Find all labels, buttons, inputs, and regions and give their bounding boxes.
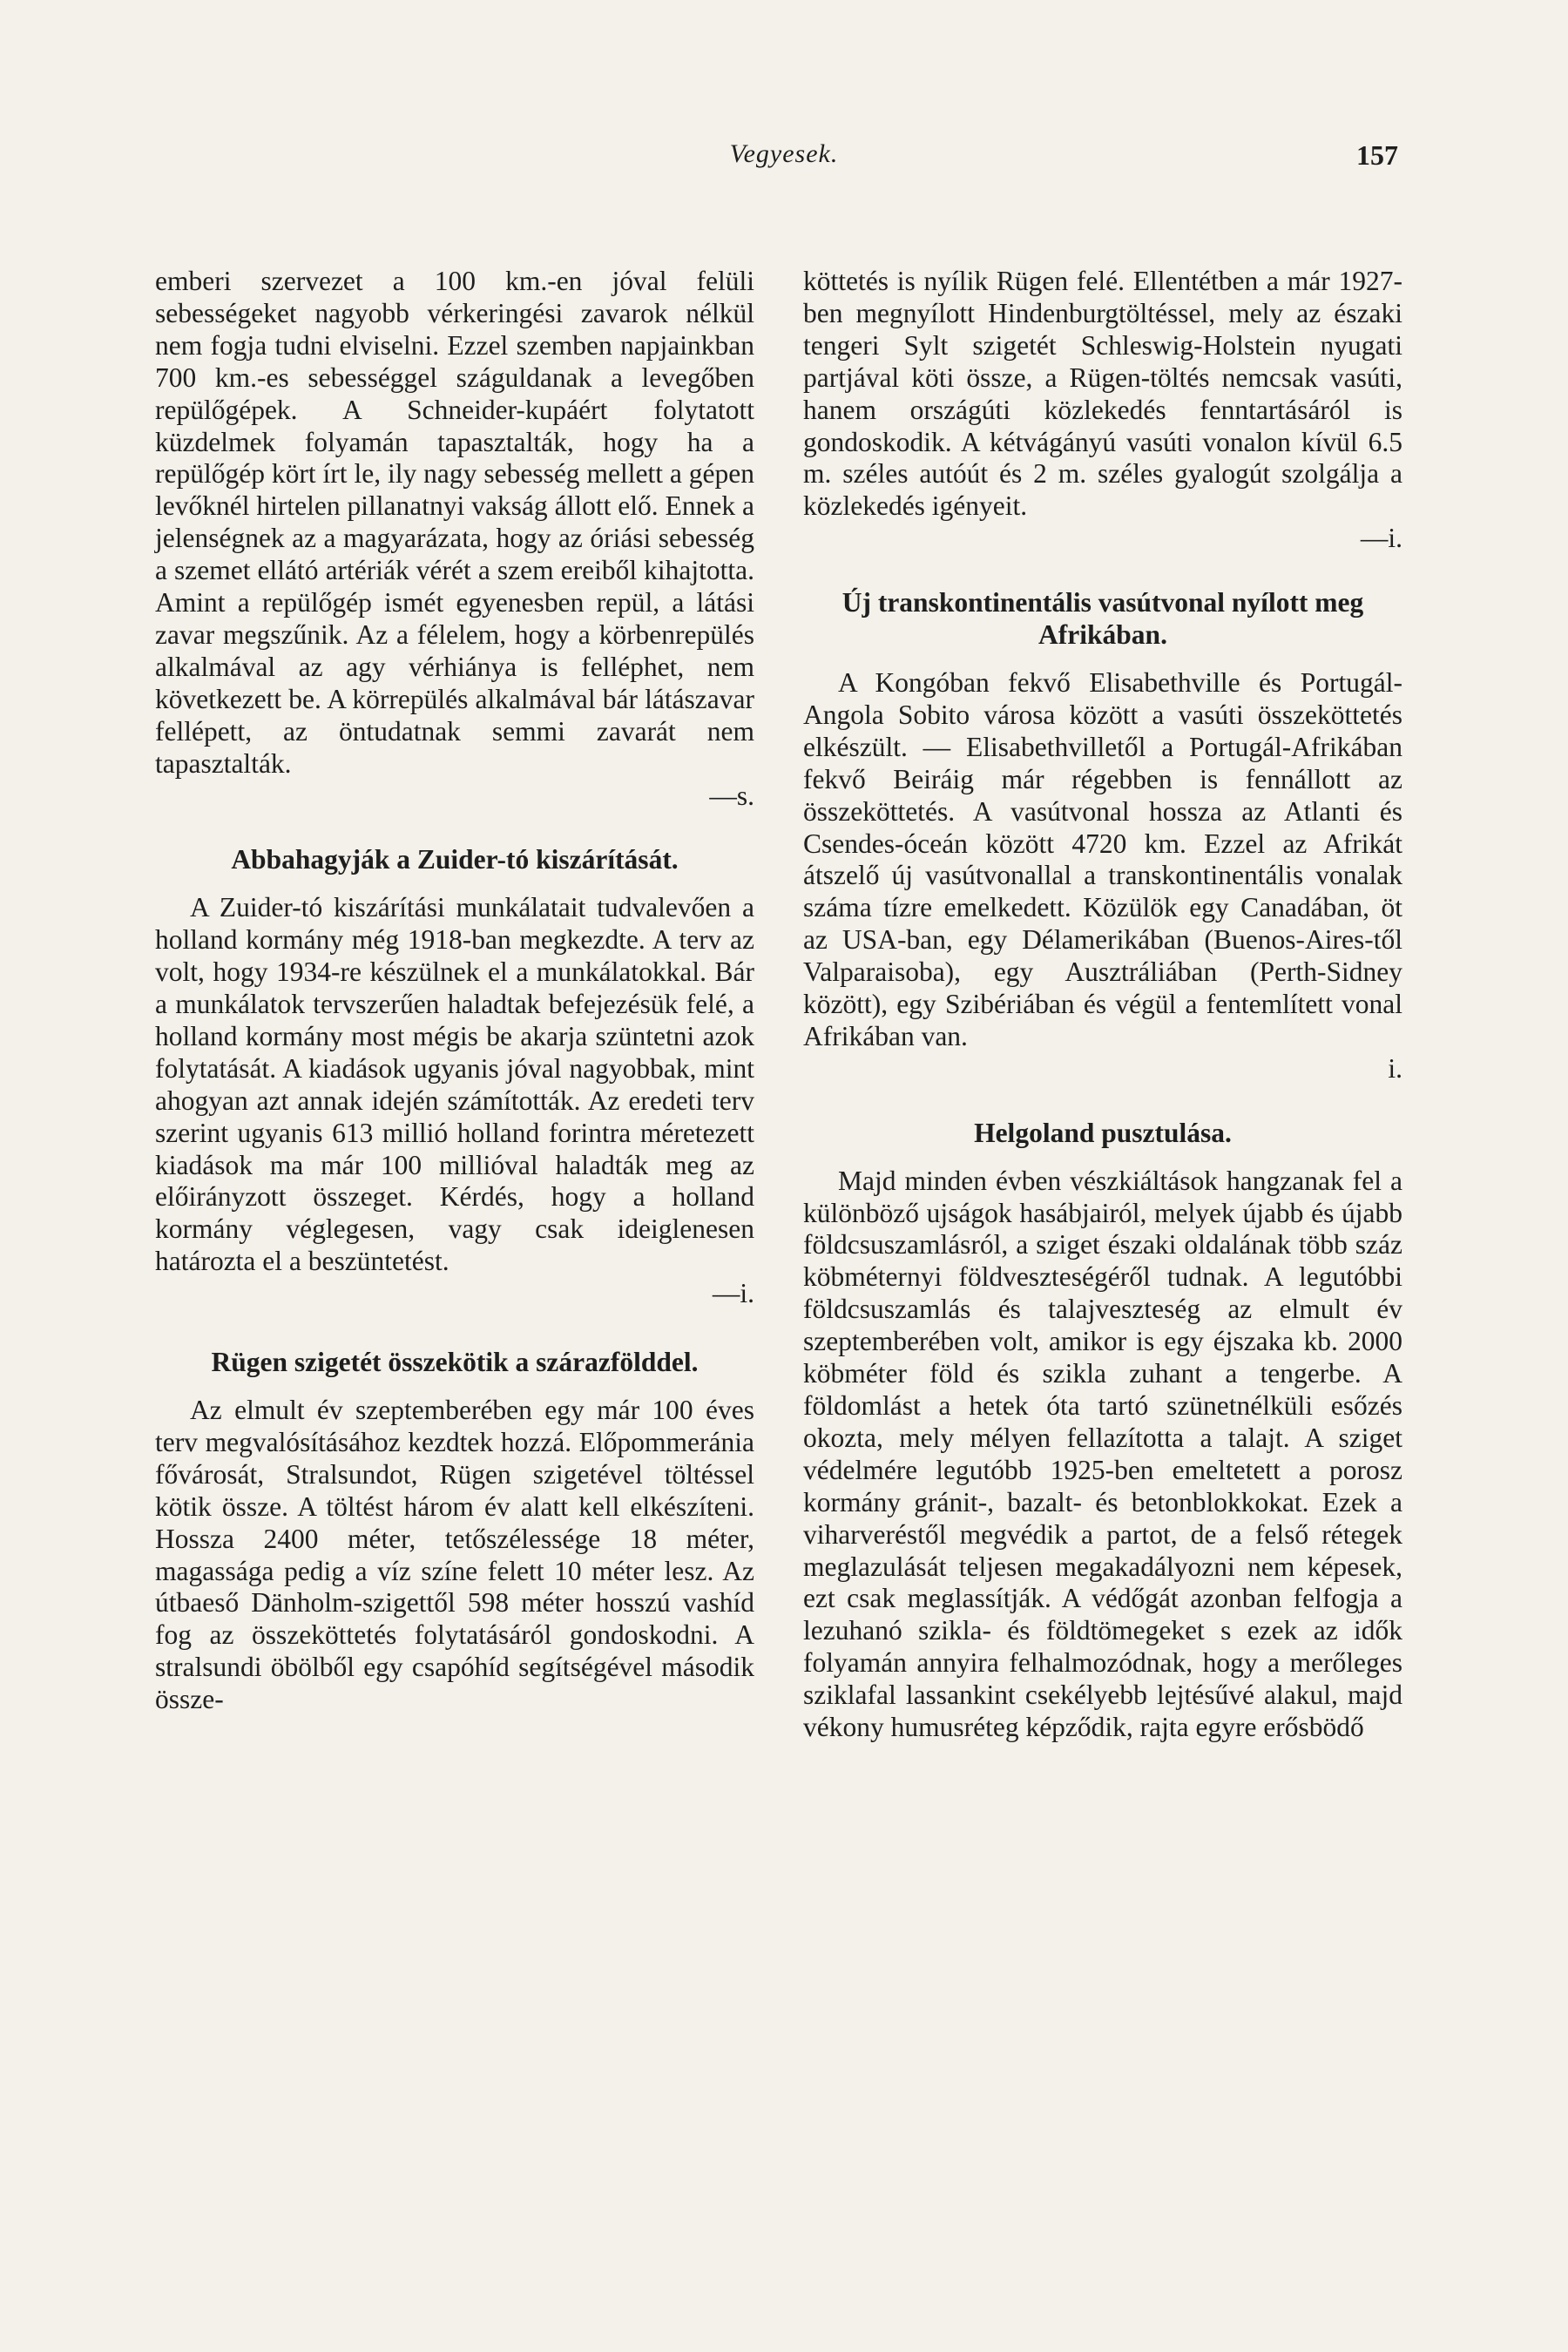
article-body-helgoland: Majd minden évben vészkiáltások hangzanak fel a különböző ujságok hasábjairól, melyek újabb és újabb földcsuszamlásról, a sziget északi oldalának több száz köbméternyi földveszteségéről tudnak. A legutóbbi földcsuszamlás és talajveszteség az elmult év szeptemberében volt, amikor is egy éjszaka kb. 2000 köbméter föld és szikla zuhant a tengerbe. A földomlást a hetek óta tartó szünetnélküli esőzés okozta, mely mélyen fellazította a talajt. A sziget védelmére legutóbb 1925-ben emeltetett a porosz kormány gránit-, bazalt- és betonblokkokat. Ezek a viharveréstől megvédik a partot, de a felső rétegek meglazulását teljesen megakadályozni nem képesek, ezt csak meglassítják. A védőgát azonban felfogja a lezuhanó szikla- és földtömegeket s ezek az idők folyamán annyira felhalmozódnak, hogy a merőleges sziklafal lassankint csekélyebb lejtésűvé alakul, majd vékony humusréteg képződik, rajta egyre erősbödő — [803, 1165, 1402, 1743]
running-head — [152, 139, 1416, 174]
article-body-zuider: A Zuider-tó kiszárítási munkálatait tudvalevően a holland kormány még 1918-ban megkezdte. A terv az volt, hogy 1934-re készülnek el a munkálatokkal. Bár a munkálatok tervszerűen haladtak befejezésük felé, a holland kormány most mégis be akarja szüntetni azok folytatását. A kiadások ugyanis jóval nagyobbak, mint ahogyan azt annak idején számították. Az eredeti terv szerint ugyanis 613 millió holland forintra méretezett kiadások ma már 100 millióval haladták meg az előirányzott összeget. Kérdés, hogy a holland kormány véglegesen, vagy csak ideiglenesen határozta el a beszüntetést. — [155, 892, 754, 1277]
intro-paragraph: emberi szervezet a 100 km.-en jóval felüli sebességeket nagyobb vérkeringési zavarok nélkül nem fogja tudni elviselni. Ezzel szemben napjainkban 700 km.-es sebességgel száguldanak a levegőben repülőgépek. A Schneider-kupáért folytatott küzdelmek folyamán tapasztalták, hogy ha a repülőgép kört írt le, ily nagy sebesség mellett a gépen levőknél hirtelen pillanatnyi vakság állott elő. Ennek a jelenségnek az a magyarázata, hogy az óriási sebesség a szemet ellátó artériák vérét a szem ereiből kihajtotta. Amint a repülőgép ismét egyenesben repül, a látási zavar megszűnik. Az a félelem, hogy a körbenrepülés alkalmával az agy vérhiánya is felléphet, nem következett be. A körrepülés alkalmával bár látászavar fellépett, az öntudatnak semmi zavarát nem tapasztalták. — [155, 266, 754, 779]
article-title-zuider: Abbahagyják a Zuider-tó kiszárítását. — [231, 844, 679, 875]
article-title-helgoland: Helgoland pusztulása. — [974, 1117, 1232, 1148]
article-signature-rugen: —i. — [1360, 523, 1402, 554]
article-body-africa: A Kongóban fekvő Elisabethville és Portugál-Angola Sobito városa között a vasúti összeköttetés elkészült. — Elisabethvilletől a Portugál-Afrikában fekvő Beiráig már régebben is fennállott az összeköttetés. A vasútvonal hossza az Atlanti és Csendes-óceán között 4720 km. Ezzel az Afrikát átszelő új vasútvonallal a transkontinentális vonalak száma tízre emelkedett. Közülök egy Canadában, öt az USA-ban, egy Délamerikában (Buenos-Aires-től Valparaisoba), egy Ausztráliában (Perth-Sidney között), egy Szibériában és végül a fentemlített vonal Afrikában van. — [803, 666, 1402, 1051]
intro-signature: —s. — [709, 780, 754, 811]
article-body-rugen: Az elmult év szeptemberében egy már 100 éves terv megvalósításához kezdtek hozzá. Előpommeránia fővárosát, Stralsundot, Rügen szigetével töltéssel kötik össze. A töltést három év alatt kell elkészíteni. Hossza 2400 méter, tetőszélessége 18 méter, magassága pedig a víz színe felett 10 méter lesz. Az útbaeső Dänholm-szigettől 598 méter hosszú vashíd fog az összeköttetés folytatásáról gondoskodni. A stralsundi öbölből egy csapóhíd segítségével második össze- — [155, 1395, 754, 1715]
page-number: 157 — [1356, 139, 1398, 171]
right-column — [803, 266, 1402, 1744]
article-signature-zuider: —i. — [712, 1278, 754, 1309]
running-title: Vegyesek. — [729, 139, 839, 168]
article-title-rugen: Rügen szigetét összekötik a szárazfölddel. — [211, 1347, 699, 1378]
article-body-rugen-continued: köttetés is nyílik Rügen felé. Ellentétben a már 1927-ben megnyílott Hindenburgtöltéssel, mely az északi tengeri Sylt szigetét Schleswig-Holstein nyugati partjával köti össze, a Rügen-töltés nemcsak vasúti, hanem országúti közlekedés fenntartásáról is gondoskodik. A kétvágányú vasúti vonalon kívül 6.5 m. széles autóút és 2 m. széles gyalogút szolgálja a közlekedés igényeit. — [803, 266, 1402, 522]
left-column — [155, 266, 754, 1716]
article-signature-africa: i. — [1388, 1052, 1402, 1084]
article-title-africa: Új transkontinentális vasútvonal nyílott meg Afrikában. — [841, 587, 1364, 651]
